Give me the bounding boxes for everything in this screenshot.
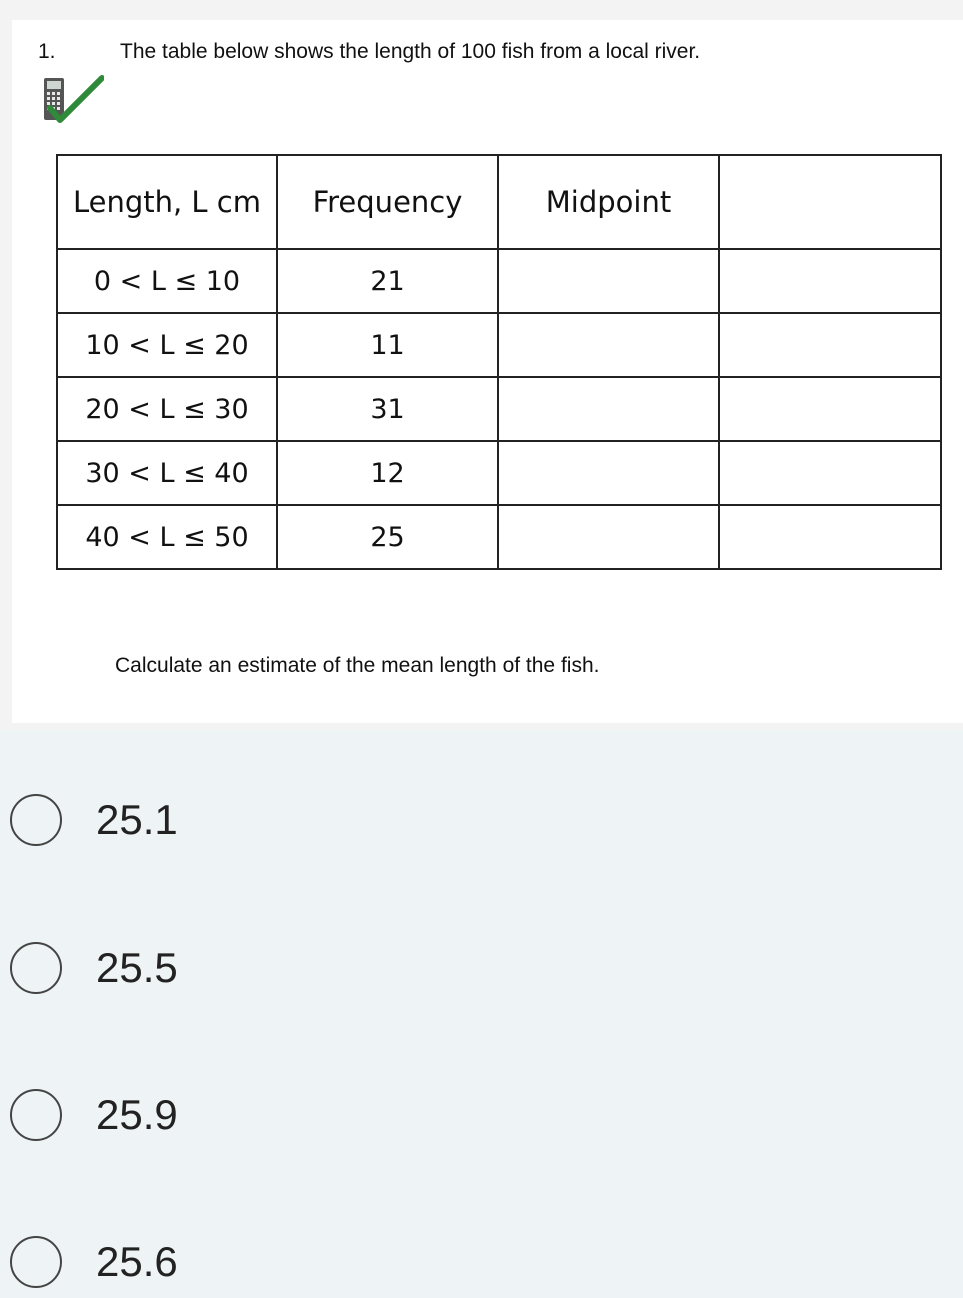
cell-frequency: 21 (277, 249, 498, 313)
cell-blank (719, 313, 941, 377)
cell-length: 20 < L ≤ 30 (57, 377, 277, 441)
answer-option[interactable] (10, 940, 610, 1000)
cell-frequency: 31 (277, 377, 498, 441)
cell-blank (719, 441, 941, 505)
cell-length: 30 < L ≤ 40 (57, 441, 277, 505)
cell-frequency: 25 (277, 505, 498, 569)
cell-blank (719, 505, 941, 569)
cell-blank (719, 249, 941, 313)
header-frequency: Frequency (277, 155, 498, 249)
option-label: 25.1 (96, 796, 178, 843)
option-label: 25.5 (96, 944, 178, 991)
option-label: 25.9 (96, 1091, 178, 1138)
radio-button[interactable] (10, 794, 62, 846)
question-text: The table below shows the length of 100 fish from a local river. (120, 40, 701, 63)
cell-length: 40 < L ≤ 50 (57, 505, 277, 569)
header-blank (719, 155, 941, 249)
radio-button[interactable] (10, 1236, 62, 1288)
header-midpoint: Midpoint (498, 155, 719, 249)
table-row (57, 249, 941, 313)
radio-button[interactable] (10, 1089, 62, 1141)
question-instruction: Calculate an estimate of the mean length of the fish. (115, 654, 600, 677)
option-label: 25.6 (96, 1238, 178, 1285)
answer-option[interactable] (10, 792, 610, 852)
cell-length: 0 < L ≤ 10 (57, 249, 277, 313)
cell-midpoint (498, 441, 719, 505)
table-row (57, 441, 941, 505)
cell-midpoint (498, 313, 719, 377)
table-row (57, 377, 941, 441)
radio-button[interactable] (10, 942, 62, 994)
table-row (57, 313, 941, 377)
cell-midpoint (498, 505, 719, 569)
question-number: 1. (38, 40, 56, 63)
answer-option[interactable] (10, 1087, 610, 1147)
answer-option[interactable] (10, 1234, 610, 1294)
table-header-row (57, 155, 941, 249)
cell-frequency: 12 (277, 441, 498, 505)
calculator-icon (42, 74, 104, 124)
table-row (57, 505, 941, 569)
cell-midpoint (498, 377, 719, 441)
cell-blank (719, 377, 941, 441)
cell-frequency: 11 (277, 313, 498, 377)
cell-length: 10 < L ≤ 20 (57, 313, 277, 377)
cell-midpoint (498, 249, 719, 313)
frequency-table (56, 154, 942, 570)
header-length: Length, L cm (57, 155, 277, 249)
